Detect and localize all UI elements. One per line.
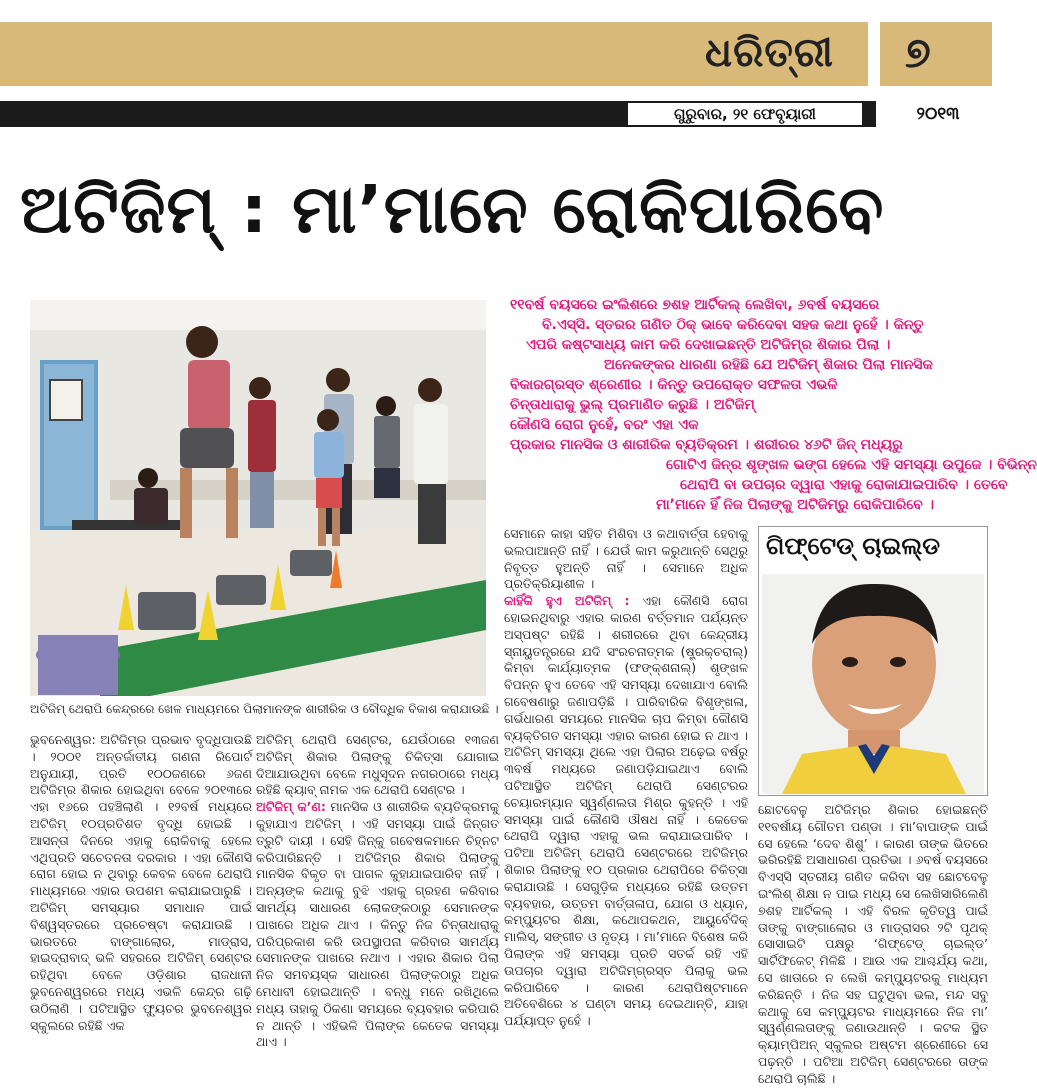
body-paragraph: ଅଟିଜିମ୍ ଥେରାପି ସେଣ୍ଟର, ଯେଉଁଠାରେ ୧୩ଜଣ ଅଟିଜିମ୍ ଶିକାର ପିଲାଙ୍କୁ ଚିକିତ୍ସା ଯୋଗାଇ ଦିଆଯାଉଥିବା ବେଳେ ମଧୁସୂଦନ ନଗରଠାରେ ମଧ୍ୟ ରହିଛି କ୍ୟାବ୍ ନାମକ ଏକ ଥେରାପି ସେଣ୍ଟର ।	[256, 732, 499, 798]
headline: ଅଟିଜିମ୍ : ମା’ମାନେ ରୋକିପାରିବେ	[20, 171, 885, 248]
section-title: ଧରିତ୍ରୀ	[705, 30, 834, 76]
intro-block	[504, 295, 1037, 520]
body-column-4	[758, 802, 988, 1086]
issue-date: ଗୁରୁବାର, ୨୧ ଫେବୃୟାରୀ	[674, 105, 816, 123]
intro-line: ଗୋଟିଏ ଜିନ୍‌ର ଶୃଙ୍ଖଳ ଭଙ୍ଗ ହେଲେ ଏହି ସମସ୍ୟା ଉପୁଜେ । ବିଭିନ୍ନ	[666, 457, 1037, 473]
boy-portrait-illustration	[762, 574, 984, 794]
intro-line: ଚିନ୍ତାଧାରାକୁ ଭୁଲ୍ ପ୍ରମାଣିତ କରୁଛି । ଅଟିଜିମ୍	[510, 397, 755, 413]
subheading-why-autism: କାହିଁକି ହୁଏ ଅଟିଜିମ୍ :	[504, 593, 630, 609]
masthead-divider	[868, 22, 880, 86]
intro-line: ବିକାରଗ୍ରସ୍ତ ଶ୍ରେଣୀର । କିନ୍ତୁ ଉପରୋକ୍ତ ସଫଳତା ଏଭଳି	[510, 377, 838, 393]
body-paragraph: ସେମାନେ କାହା ସହିତ ମିଶିବା ଓ କଥାବାର୍ତ୍ତା ହେବାକୁ ଭଲପାଆନ୍ତି ନାହିଁ । ଯେଉଁ କାମ କରୁଥାନ୍ତି ସେଥିରୁ ନିବୃତ୍ତ ହୁଅନ୍ତି ନାହିଁ । ସେମାନେ ଅଧିକ ପ୍ରତିକ୍ରିୟାଶୀଳ ।	[504, 526, 748, 592]
boy-portrait	[762, 574, 984, 794]
body-paragraph: ଛୋଟବେଳୁ ଅଟିଜିମ୍‌ର ଶିକାର ହୋଇଛନ୍ତି ୧୧ବର୍ଷୀୟ ଗୌତମ ପଣ୍ଡା । ମା’ବାପାଙ୍କ ପାଇଁ ସେ ହେଲେ ‘ଦେବ ଶିଶୁ’ । କାରଣ ତାଙ୍କ ଭିତରେ ଭରିରହିଛି ଅସାଧାରଣ ପ୍ରତିଭା । ୬ବର୍ଷ ବୟସରେ ବିଏସ୍‌ସି ସ୍ତରୀୟ ଗଣିତ କରିବା ସହ ଛୋଟବେଳୁ ଇଂଲିଶ୍ ଶିକ୍ଷା ନ ପାଇ ମଧ୍ୟ ସେ ଲେଖିସାରିଲେଣି ୭ଶହ ଆର୍ଟିକଲ୍ । ଏହି ବିରଳ କୃତିତ୍ୱ ପାଇଁ ତାଙ୍କୁ ବାଙ୍ଗାଲୋର ଓ ମାଡ୍ରାସର ୨ଟି ପୃଥକ୍ ସୋସାଇଟି ପକ୍ଷରୁ ‘ଗିଫ୍‌ଟେଡ୍ ଚାଇଲ୍ଡ’ ସାର୍ଟିଫିକେଟ୍ ମିଳିଛି । ଆଉ ଏକ ଆଶ୍ଚର୍ଯ୍ୟ କଥା, ସେ ଖାତାରେ ନ ଲେଖି କମ୍ପ୍ୟୁଟରକୁ ମାଧ୍ୟମ କରିଛନ୍ତି । ନିଜ ସହ ଘଟୁଥିବା ଭଲ, ମନ୍ଦ ସବୁ କଥାକୁ ସେ କମ୍ପ୍ୟୁଟର ମାଧ୍ୟମରେ ନିଜ ମା’ ସ୍ୱର୍ଣ୍ଣଲତାଙ୍କୁ ଜଣାଉଥାନ୍ତି । କଟକ ସ୍ଥିତ କ୍ୟାମ୍ପିଅନ୍ ସ୍କୁଲର ଅଷ୍ଟମ ଶ୍ରେଣୀରେ ସେ ପଢ଼ନ୍ତି । ପଟିଆ ଅଟିଜିମ୍ ସେଣ୍ଟରରେ ତାଙ୍କ ଥେରାପି ଚାଲିଛି ।	[758, 802, 988, 1086]
page-number: ୭	[905, 28, 931, 77]
body-paragraph: ମାନସିକ ଓ ଶାରୀରିକ ବ୍ୟତିକ୍ରମକୁ କୁହାଯାଏ ଅଟିଜିମ୍ । ଏହି ସମସ୍ୟା ପାଇଁ ଜିନ୍‌ଗତ ତ୍ରୁଟି ଦାୟୀ । ସେହି ଜିନ୍‌କୁ ଗବେଷକମାନେ ଚିହ୍ନଟ କରିପାରିଛନ୍ତି । ଅଟିଜିମ୍‌ର ଶିକାର ପିଲାଙ୍କୁ ମାନସିକ ବିକୃତ ବା ପାଗଳ କୁହାଯାଇପାରିବ ନାହିଁ । ଅନ୍ୟଙ୍କ କଥାକୁ ବୁଝି ଏହାକୁ ଗ୍ରହଣ କରିବାର ସାମର୍ଥ୍ୟ ସାଧାରଣ ଲୋକଙ୍କଠାରୁ ସେମାନଙ୍କ ପାଖରେ ଅଧିକ ଥାଏ । କିନ୍ତୁ ନିଜ ଚିନ୍ତାଧାରାକୁ ପରିପ୍ରକାଶ କରି ଉପସ୍ଥାପନା କରିବାର ସାମର୍ଥ୍ୟ ସେମାନଙ୍କ ପାଖରେ ନଥାଏ । ଏହାର ଶିକାର ପିଲା ନିଜ ସମବୟସ୍କ ସାଧାରଣ ପିଲାଙ୍କଠାରୁ ଅଧିକ ମେଧାବୀ ହୋଇଥାନ୍ତି । ବନ୍ଧୁ ମନେ ରଖିଥିଲେ ମଧ୍ୟ ତାହାକୁ ଠିକଣା ସମୟରେ ବ୍ୟବହାର କରିପାରି ନ ଥାନ୍ତି । ଏହିଭଳି ପିଲାଙ୍କ କେତେକ ସମସ୍ୟା ଥାଏ ।	[256, 799, 499, 1050]
therapy-photo-illustration	[30, 300, 486, 696]
intro-line: ୧୧ବର୍ଷ ବୟସରେ ଇଂଲିଶରେ ୭ଶହ ଆର୍ଟିକଲ୍ ଲେଖିବା, ୬ବର୍ଷ ବୟସରେ	[510, 297, 880, 313]
intro-line: ବି.ଏସ୍‌ସି. ସ୍ତରର ଗଣିତ ଠିକ୍ ଭାବେ କରିଦେବା ସହଜ କଥା ନୁହେଁ । କିନ୍ତୁ	[542, 317, 924, 333]
therapy-photo	[30, 300, 486, 696]
body-column-2	[256, 732, 499, 1064]
masthead-band	[0, 22, 992, 86]
subheading-what-is-autism: ଅଟିଜିମ୍ କ’ଣ:	[256, 799, 326, 815]
gifted-child-title: ଗିଫ୍‌ଟେଡ୍ ଚାଇଲ୍ଡ	[766, 532, 941, 560]
body-column-1	[30, 732, 252, 1064]
intro-line: ମା’ମାନେ ହିଁ ନିଜ ପିଲାଙ୍କୁ ଅଟିଜିମ୍‌ରୁ ରୋକିପାରିବେ ।	[656, 497, 935, 513]
issue-year: ୨୦୧୩	[916, 104, 960, 124]
photo-caption: ଅଟିଜିମ୍ ଥେରାପି କେନ୍ଦ୍ରରେ ଖେଳ ମାଧ୍ୟମରେ ପିଲାମାନଙ୍କ ଶାରୀରିକ ଓ ବୌଦ୍ଧିକ ବିକାଶ କରାଯାଉଛି ।	[30, 702, 499, 716]
intro-line: ପ୍ରକାର ମାନସିକ ଓ ଶାରୀରିକ ବ୍ୟତିକ୍ରମ । ଶରୀରର ୪୬ଟି ଜିନ୍ ମଧ୍ୟରୁ	[510, 437, 903, 453]
intro-line: ଅନେକଙ୍କର ଧାରଣା ରହିଛି ଯେ ଅଟିଜିମ୍ ଶିକାର ପିଲା ମାନସିକ	[604, 357, 933, 373]
intro-line: କୌଣସି ରୋଗ ନୁହେଁ, ବରଂ ଏହା ଏକ	[510, 417, 699, 433]
body-paragraph: ଭୁବନେଶ୍ୱର: ଅଟିଜିମ୍‌ର ପ୍ରଭାବ ବୃଦ୍ଧିପାଉଛି । ୨୦୦୧ ଅନ୍ତର୍ଜାତୀୟ ଗଣନା ରିପୋର୍ଟ ଅନୁଯାୟୀ, ପ୍ରତି ୧୦୦ଜଣରେ ୬ଜଣ ଅଟିଜିମ୍‌ର ଶିକାର ହୋଇଥିବା ବେଳେ ୨୦୧୩ରେ ଏହା ୧୬ରେ ପହଞ୍ଚିଲାଣି । ୧୨ବର୍ଷ ମଧ୍ୟରେ ଅଟିଜିମ୍ ୧୦ପ୍ରତିଶତ ବୃଦ୍ଧି ହୋଇଛି । ଆସନ୍ତା ଦିନରେ ଏହାକୁ ରୋକିବାକୁ ହେଲେ ଏଥିପ୍ରତି ସଚେତନତା ଦରକାର । ଏହା କୌଣସି ରୋଗ ହୋଇ ନ ଥିବାରୁ କେବଳ ବେଳେ ଥେରାପି ମାଧ୍ୟମରେ ଏହାର ଉପଶମ କରାଯାଇପାରୁଛି । ଅଟିଜିମ୍ ସମସ୍ୟାର ସମାଧାନ ପାଇଁ ବିଶ୍ୱସ୍ତରରେ ପ୍ରଚେଷ୍ଟା କରାଯାଉଛି । ଭାରତରେ ବାଙ୍ଗାଲୋର, ମାଡ୍ରାସ, ହାଇଦ୍ରାବାଦ୍ ଭଳି ସହରରେ ଅଟିଜିମ୍ ସେଣ୍ଟର ରହିଥିବା ବେଳେ ଓଡ଼ିଶାର ରାଜଧାନୀ ଭୁବନେଶ୍ୱରରେ ମଧ୍ୟ ଏଭଳି କେନ୍ଦ୍ର ଗଢ଼ି ଉଠିଲାଣି । ପଟିଆସ୍ଥିତ ଫ୍ୟୁଚର ଭୁବନେଶ୍ୱର ସ୍କୁଲରେ ରହିଛି ଏକ	[30, 732, 252, 1033]
intro-line: ଏପରି କଷ୍ଟସାଧ୍ୟ କାମ କରି ଦେଖାଇଛନ୍ତି ଅଟିଜିମ୍‌ର ଶିକାର ପିଲା ।	[526, 337, 891, 353]
body-paragraph: ଏହା କୌଣସି ରୋଗ ହୋଇନଥିବାରୁ ଏହାର କାରଣ ବର୍ତ୍ତମାନ ପର୍ଯ୍ୟନ୍ତ ଅସ୍ପଷ୍ଟ ରହିଛି । ଶରୀରରେ ଥିବା କେନ୍ଦ୍ରୀୟ ସ୍ନାୟୁତନ୍ତ୍ରରେ ଯଦି ସଂରଚନାତ୍ମକ (ଷ୍ଟ୍ରକ୍‌ଚରାଲ୍) କିମ୍ବା କାର୍ଯ୍ୟାତ୍ମକ (ଫଙ୍କ୍‌ଶନାଲ୍) ଶୃଙ୍ଖଳ ବିପନ୍ନ ହୁଏ ତେବେ ଏହି ସମସ୍ୟା ଦେଖାଯାଏ ବୋଲି ଗବେଷଣାରୁ ଜଣାପଡ଼ିଛି । ପାରିବାରିକ ବିଶୃଙ୍ଖଳା, ଗର୍ଭଧାରଣ ସମୟରେ ମାନସିକ ଚାପ କିମ୍ବା କୌଣସି ବ୍ୟକ୍ତିଗତ ସମସ୍ୟା ଏହାର କାରଣ ହୋଇ ନ ଥାଏ । ଅଟିଜିମ୍ ସମସ୍ୟା ଥିଲେ ଏହା ପିଲାର ଅଢ଼େଇ ବର୍ଷରୁ ୩ବର୍ଷ ମଧ୍ୟରେ ଜଣାପଡ଼ିଯାଇଥାଏ ବୋଲି ପଟିଆସ୍ଥିତ ଅଟିଜିମ୍ ଥେରାପି ସେଣ୍ଟରର ଚେୟାରମ୍ୟାନ ସ୍ୱର୍ଣ୍ଣଲତା ମିଶ୍ର କୁହନ୍ତି । ଏହି ସମସ୍ୟା ପାଇଁ କୌଣସି ଔଷଧ ନାହିଁ । କେତେକ ଥେରାପି ଦ୍ୱାରା ଏହାକୁ ଭଲ କରାଯାଇପାରିବ । ପଟିଆ ଅଟିଜିମ୍ ଥେରାପି ସେଣ୍ଟରରେ ଅଟିଜିମ୍‌ର ଶିକାର ପିଲାଙ୍କୁ ୧୦ ପ୍ରକାର ଥେରାପିରେ ଚିକିତ୍ସା କରାଯାଉଛି । ସେଗୁଡ଼ିକ ମଧ୍ୟରେ ରହିଛି ଉତ୍ତମ ବ୍ୟବହାର, ଉତ୍ତମ ବାର୍ତ୍ତାଳାପ, ଯୋଗ ଓ ଧ୍ୟାନ, କମ୍ପ୍ୟୁଟର ଶିକ୍ଷା, କଥୋପକଥନ, ଆୟୁର୍ବେଦିକ୍ ମାଲିସ୍, ସଙ୍ଗୀତ ଓ ନୃତ୍ୟ । ମା’ମାନେ ବିଶେଷ କରି ପିଲାଙ୍କ ଏହି ସମସ୍ୟା ପ୍ରତି ସତର୍କ ରହି ଏହି ଉପଚାର ଦ୍ୱାରା ଅଟିଜିମ୍‌ଗ୍ରସ୍ତ ପିଲାକୁ ଭଲ କରିପାରିବେ । କାରଣ ଥେରାପିଷ୍ଟମାନେ ଅତିବେଶିରେ ୪ ଘଣ୍ଟା ସମୟ ଦେଇଥାନ୍ତି, ଯାହା ପର୍ଯ୍ୟାପ୍ତ ନୁହେଁ ।	[504, 593, 748, 1029]
body-column-3	[504, 526, 748, 1064]
intro-line: ଥେରାପି ବା ଉପଚାର ଦ୍ୱାରା ଏହାକୁ ରୋକାଯାଇପାରିବ । ତେବେ	[680, 477, 1008, 493]
